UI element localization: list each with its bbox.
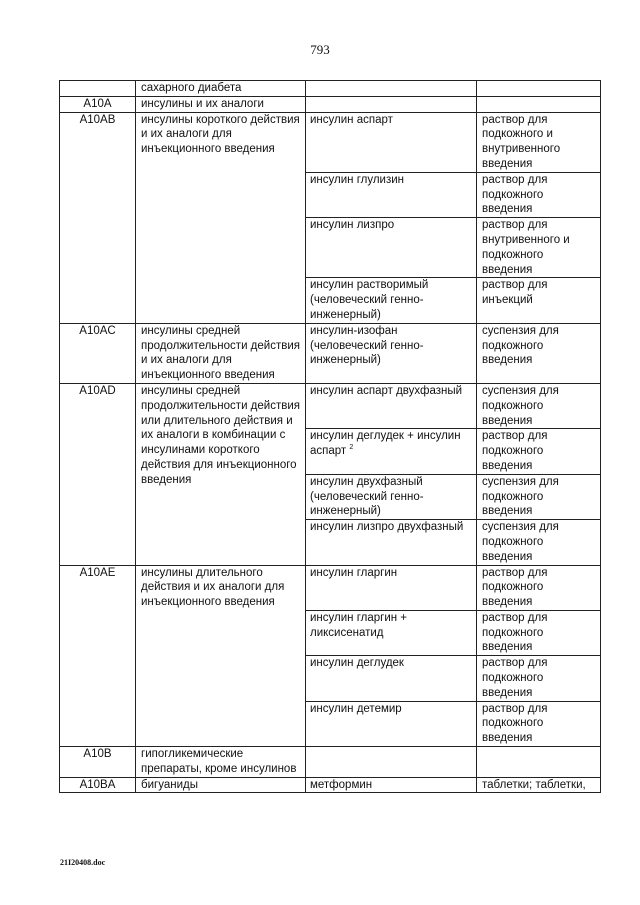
drug-name: инсулин аспарт	[306, 112, 477, 172]
group-name: инсулины короткого действия и их аналоги для инъекционного введения	[136, 112, 306, 323]
group-name: инсулины средней продолжительности действия и их аналоги для инъекционного введения	[136, 323, 306, 383]
drug-name: инсулин растворимый (человеческий генно-инженерный)	[306, 278, 477, 323]
dosage-form: раствор для подкожного введения	[477, 701, 601, 746]
dosage-form: раствор для инъекций	[477, 278, 601, 323]
drug-name: инсулин деглудек + инсулин аспарт	[310, 430, 461, 458]
dosage-form	[477, 96, 601, 112]
atc-code: A10AD	[60, 383, 136, 565]
drug-name: инсулин глулизин	[306, 172, 477, 217]
group-name: сахарного диабета	[136, 81, 306, 97]
drug-name: инсулин детемир	[306, 701, 477, 746]
drug-name	[306, 747, 477, 778]
atc-code: A10AE	[60, 565, 136, 747]
dosage-form: суспензия для подкожного введения	[477, 520, 601, 565]
dosage-form	[477, 747, 601, 778]
drug-name: инсулин гларгин + ликсисенатид	[306, 610, 477, 655]
dosage-form: раствор для подкожного введения	[477, 172, 601, 217]
drug-name: инсулин двухфазный (человеческий генно-инженерный)	[306, 474, 477, 519]
drug-name: инсулин аспарт двухфазный	[306, 383, 477, 428]
table-row	[60, 747, 601, 778]
table-row	[60, 323, 601, 383]
document-filename: 21I20408.doc	[60, 858, 106, 867]
atc-code: A10B	[60, 747, 136, 778]
dosage-form: суспензия для подкожного введения	[477, 474, 601, 519]
atc-code: A10AC	[60, 323, 136, 383]
dosage-form: раствор для подкожного введения	[477, 656, 601, 701]
group-name: инсулины средней продолжительности действия или длительного действия и их аналоги в комбинации с инсулинами короткого действия для инъекционного введения	[136, 383, 306, 565]
drug-name: инсулин деглудек	[306, 656, 477, 701]
group-name: инсулины длительного действия и их аналоги для инъекционного введения	[136, 565, 306, 747]
table-row	[60, 383, 601, 428]
drug-table	[59, 80, 601, 793]
atc-code: A10BA	[60, 777, 136, 793]
drug-name: инсулин гларгин	[306, 565, 477, 610]
table-row	[60, 96, 601, 112]
drug-name: метформин	[306, 777, 477, 793]
table-row	[60, 777, 601, 793]
drug-name: инсулин лизпро двухфазный	[306, 520, 477, 565]
drug-name	[306, 96, 477, 112]
group-name: бигуаниды	[136, 777, 306, 793]
drug-name: инсулин-изофан (человеческий генно-инженерный)	[306, 323, 477, 383]
group-name: инсулины и их аналоги	[136, 96, 306, 112]
drug-name	[306, 81, 477, 97]
drug-name: инсулин лизпро	[306, 218, 477, 278]
table-row	[60, 112, 601, 172]
page-number: 793	[310, 42, 330, 57]
table-row	[60, 81, 601, 97]
atc-code: A10AB	[60, 112, 136, 323]
drug-name-cell	[306, 429, 477, 474]
dosage-form: раствор для подкожного введения	[477, 610, 601, 655]
dosage-form: суспензия для подкожного введения	[477, 323, 601, 383]
atc-code	[60, 81, 136, 97]
atc-code: A10A	[60, 96, 136, 112]
dosage-form: суспензия для подкожного введения	[477, 383, 601, 428]
dosage-form: раствор для внутривенного и подкожного введения	[477, 218, 601, 278]
table-row	[60, 565, 601, 610]
footnote-marker: 2	[349, 444, 354, 452]
dosage-form: раствор для подкожного введения	[477, 429, 601, 474]
dosage-form	[477, 81, 601, 97]
dosage-form: раствор для подкожного и внутривенного введения	[477, 112, 601, 172]
dosage-form: раствор для подкожного введения	[477, 565, 601, 610]
dosage-form: таблетки; таблетки,	[477, 777, 601, 793]
group-name: гипогликемические препараты, кроме инсулинов	[136, 747, 306, 778]
